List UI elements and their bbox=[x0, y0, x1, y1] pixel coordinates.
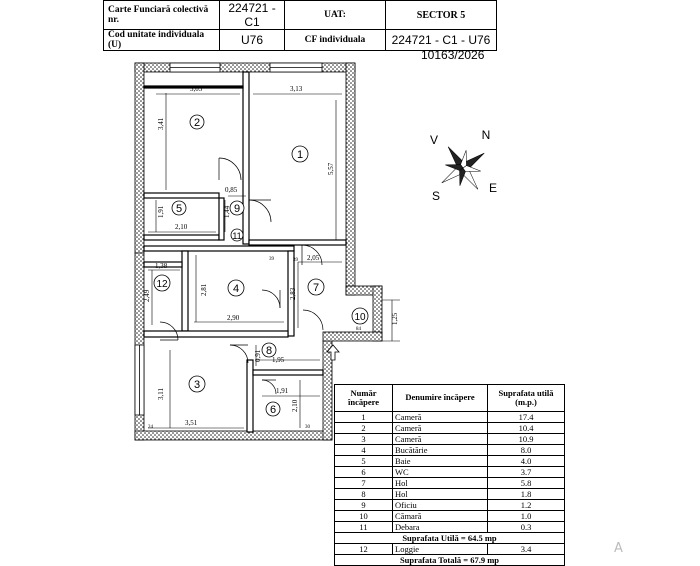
table-row bbox=[335, 445, 565, 456]
room-number-6: 6 bbox=[269, 404, 277, 416]
table-row bbox=[335, 434, 565, 445]
dim-r12-width: 1,38 bbox=[155, 262, 168, 270]
dim-r12-height: 2,49 bbox=[143, 289, 151, 302]
room-number-cell: 4 bbox=[335, 445, 393, 456]
room-number-12: 12 bbox=[156, 279, 168, 290]
cf-individual-label: CF individuala bbox=[285, 30, 386, 51]
room-area-cell: 1.8 bbox=[488, 489, 565, 500]
room-number-cell: 7 bbox=[335, 478, 393, 489]
unit-value: U76 bbox=[220, 30, 285, 51]
dim-r6-height: 2,10 bbox=[291, 399, 299, 412]
table-header-number: Număr încăpere bbox=[335, 385, 393, 412]
room-area-cell: 1.0 bbox=[488, 511, 565, 522]
dim-r7-width: 2,05 bbox=[307, 254, 320, 262]
dim-r4-height: 2,81 bbox=[200, 283, 208, 296]
room-number-cell: 5 bbox=[335, 456, 393, 467]
room-name-cell: Debara bbox=[393, 522, 488, 533]
room-area-cell: 1.2 bbox=[488, 500, 565, 511]
room-number-cell: 9 bbox=[335, 500, 393, 511]
room-number-cell: 2 bbox=[335, 423, 393, 434]
loggia-number: 12 bbox=[335, 544, 393, 555]
room-name-cell: Cămară bbox=[393, 511, 488, 522]
room-number-cell: 11 bbox=[335, 522, 393, 533]
table-header-area: Suprafata utilă (m.p.) bbox=[488, 385, 565, 412]
room-number-9: 9 bbox=[233, 203, 241, 215]
dim-small-39b: 39 bbox=[293, 258, 298, 263]
table-row-loggia bbox=[335, 544, 565, 555]
dim-r6-width: 1,91 bbox=[276, 387, 289, 395]
room-name-cell: Cameră bbox=[393, 412, 488, 423]
dimension-labels bbox=[143, 85, 399, 427]
useful-area-total: Suprafata Utilă = 64.5 mp bbox=[335, 533, 565, 544]
room-name-cell: WC bbox=[393, 467, 488, 478]
table-header-name: Denumire încăpere bbox=[393, 385, 488, 412]
loggia-area: 3.4 bbox=[488, 544, 565, 555]
compass-east: E bbox=[488, 181, 498, 195]
compass-north: N bbox=[481, 128, 491, 142]
loggia-name: Loggie bbox=[393, 544, 488, 555]
room-name-cell: Baie bbox=[393, 456, 488, 467]
dim-r2-width: 3,05 bbox=[190, 85, 203, 93]
room-number-3: 3 bbox=[193, 379, 201, 391]
room-number-cell: 6 bbox=[335, 467, 393, 478]
room-number-cell: 8 bbox=[335, 489, 393, 500]
total-area: Suprafata Totală = 67.9 mp bbox=[335, 555, 565, 566]
dim-r9-height: 1,44 bbox=[223, 205, 231, 218]
dim-r9-width: 0,85 bbox=[225, 186, 238, 194]
dim-small-30: 30 bbox=[305, 425, 310, 430]
room-area-cell: 17.4 bbox=[488, 412, 565, 423]
interior-walls bbox=[144, 72, 346, 432]
uat-value: SECTOR 5 bbox=[386, 1, 497, 30]
room-name-cell: Hol bbox=[393, 489, 488, 500]
room-table bbox=[334, 384, 565, 566]
dim-small-84: 84 bbox=[356, 327, 361, 332]
dim-small-39a: 39 bbox=[269, 257, 274, 262]
uat-label: UAT: bbox=[285, 1, 386, 30]
dim-r3-width: 3,51 bbox=[185, 419, 198, 427]
room-name-cell: Hol bbox=[393, 478, 488, 489]
cf-individual-value: 224721 - C1 - U76 bbox=[386, 30, 497, 51]
room-area-cell: 8.0 bbox=[488, 445, 565, 456]
room-number-cell: 3 bbox=[335, 434, 393, 445]
room-number-10: 10 bbox=[354, 312, 366, 323]
room-name-cell: Cameră bbox=[393, 434, 488, 445]
room-name-cell: Cameră bbox=[393, 423, 488, 434]
room-number-5: 5 bbox=[175, 203, 183, 215]
room-area-cell: 3.7 bbox=[488, 467, 565, 478]
room-area-cell: 10.4 bbox=[488, 423, 565, 434]
room-area-cell: 10.9 bbox=[488, 434, 565, 445]
room-area-cell: 0.3 bbox=[488, 522, 565, 533]
dim-r1-width: 3,13 bbox=[290, 85, 303, 93]
room-number-1: 1 bbox=[296, 149, 304, 161]
dim-r3-height: 3,11 bbox=[157, 388, 165, 400]
cf-value: 224721 - C1 bbox=[220, 1, 285, 30]
room-number-cell: 1 bbox=[335, 412, 393, 423]
room-number-7: 7 bbox=[312, 282, 320, 294]
dim-r8-height: 0,91 bbox=[254, 349, 262, 362]
dim-r10-height: 1,25 bbox=[391, 312, 399, 325]
table-row bbox=[335, 478, 565, 489]
dim-r7-height: 2,83 bbox=[289, 287, 297, 300]
unit-label: Cod unitate individuala (U) bbox=[104, 30, 220, 51]
registration-number: 10163/2026 bbox=[421, 48, 485, 62]
room-number-11: 11 bbox=[232, 231, 242, 241]
dim-r1-height: 5,57 bbox=[327, 162, 335, 175]
table-row bbox=[335, 489, 565, 500]
table-row bbox=[335, 511, 565, 522]
room-number-8: 8 bbox=[265, 345, 273, 357]
dim-r5-height: 1,91 bbox=[157, 205, 165, 218]
table-row bbox=[335, 522, 565, 533]
room-area-cell: 4.0 bbox=[488, 456, 565, 467]
compass-south: S bbox=[431, 189, 441, 203]
corner-mark: A bbox=[614, 541, 623, 556]
room-name-cell: Oficiu bbox=[393, 500, 488, 511]
dim-r2-height: 3,41 bbox=[157, 117, 165, 130]
room-number-2: 2 bbox=[193, 117, 201, 129]
room-number-cell: 10 bbox=[335, 511, 393, 522]
table-row bbox=[335, 456, 565, 467]
room-name-cell: Bucătărie bbox=[393, 445, 488, 456]
table-row bbox=[335, 412, 565, 423]
table-row bbox=[335, 423, 565, 434]
table-row bbox=[335, 500, 565, 511]
room-number-4: 4 bbox=[232, 283, 240, 295]
dim-small-24: 24 bbox=[148, 425, 153, 430]
table-row bbox=[335, 467, 565, 478]
room-area-cell: 5.8 bbox=[488, 478, 565, 489]
dim-r8-width: 1,95 bbox=[272, 356, 285, 364]
dim-r4-width: 2,90 bbox=[227, 314, 240, 322]
cf-label: Carte Funciară colectivă nr. bbox=[104, 1, 220, 30]
dim-r5-width: 2,10 bbox=[175, 223, 188, 231]
compass-west: V bbox=[429, 133, 439, 147]
